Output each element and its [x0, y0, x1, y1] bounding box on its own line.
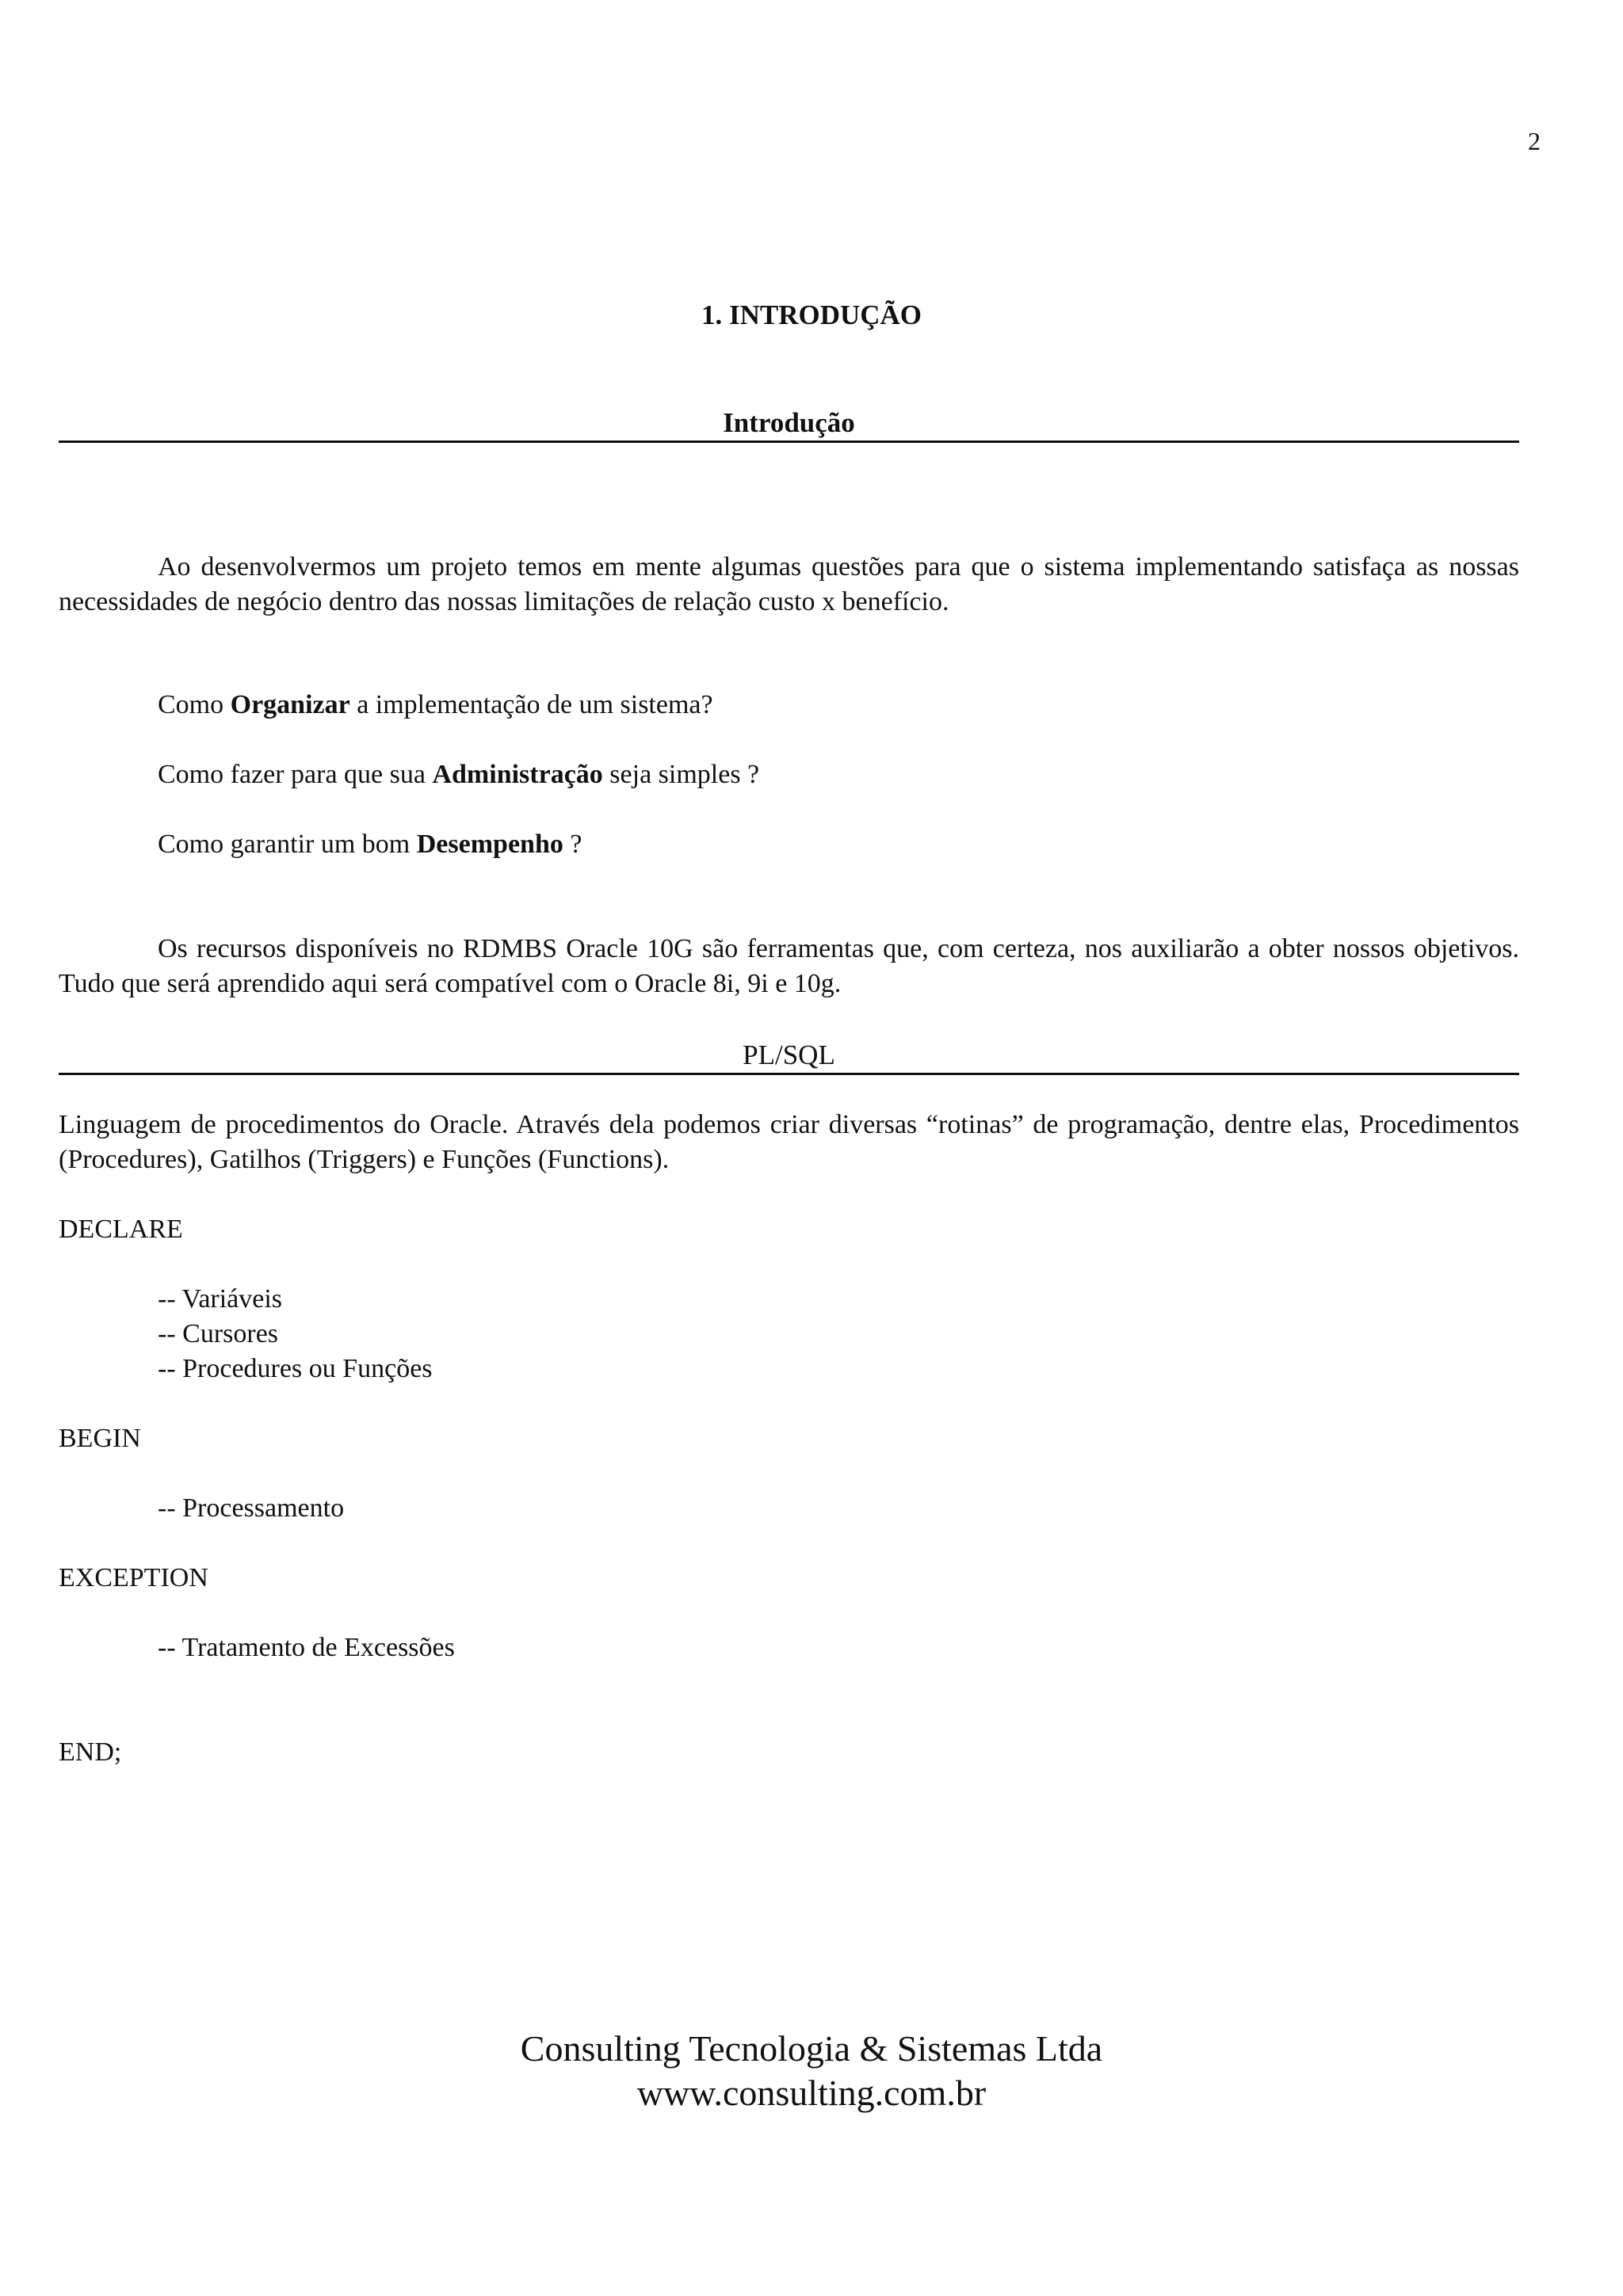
question-organizar: Como Organizar a implementação de um sistema? [158, 690, 713, 719]
begin-keyword: BEGIN [59, 1424, 141, 1453]
declare-item: -- Variáveis [158, 1284, 283, 1314]
page-number: 2 [1528, 127, 1541, 155]
question-keyword: Organizar [230, 690, 350, 719]
section-rule-plsql [59, 1073, 1519, 1075]
exception-keyword: EXCEPTION [59, 1563, 208, 1592]
question-administracao: Como fazer para que sua Administração seja simples ? [158, 760, 760, 789]
declare-keyword: DECLARE [59, 1215, 183, 1244]
question-keyword: Desempenho [416, 830, 563, 859]
section-rule-introducao [59, 441, 1519, 443]
end-keyword: END; [59, 1737, 122, 1767]
begin-item: -- Processamento [158, 1493, 345, 1523]
declare-item: -- Cursores [158, 1319, 279, 1348]
chapter-title: 1. INTRODUÇÃO [701, 299, 922, 330]
resources-paragraph: Os recursos disponíveis no RDMBS Oracle 10G são ferramentas que, com certeza, nos auxiliarão a obter nossos objetivos. Tudo que será aprendido aqui será compatível com o Oracle 8i, 9i e 10g. [59, 934, 1519, 998]
question-desempenho: Como garantir um bom Desempenho ? [158, 830, 582, 859]
plsql-paragraph: Linguagem de procedimentos do Oracle. Através dela podemos criar diversas “rotinas” de programação, dentre elas, Procedimentos (Procedures), Gatilhos (Triggers) e Funções (Functions). [59, 1110, 1519, 1174]
footer-website: www.consulting.com.br [636, 2073, 987, 2113]
question-keyword: Administração [432, 760, 603, 789]
section-heading-introducao: Introdução [723, 407, 855, 438]
section-heading-plsql: PL/SQL [743, 1039, 835, 1070]
footer-company: Consulting Tecnologia & Sistemas Ltda [520, 2028, 1103, 2069]
exception-item: -- Tratamento de Excessões [158, 1633, 455, 1662]
intro-paragraph: Ao desenvolvermos um projeto temos em mente algumas questões para que o sistema implementando satisfaça as nossas necessidades de negócio dentro das nossas limitações de relação custo x benefício. [59, 552, 1519, 616]
declare-item: -- Procedures ou Funções [158, 1354, 433, 1383]
